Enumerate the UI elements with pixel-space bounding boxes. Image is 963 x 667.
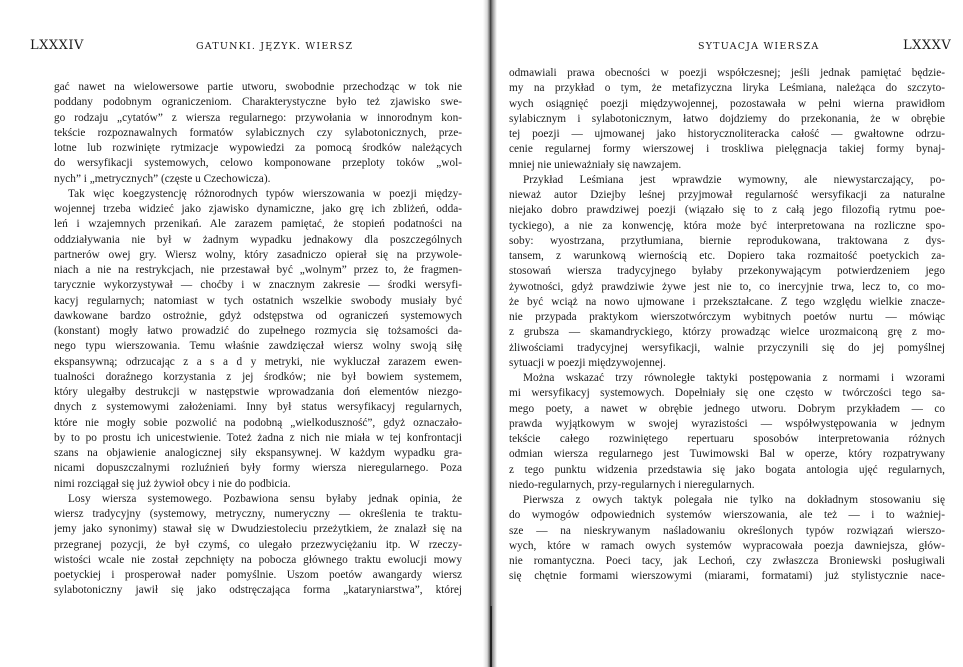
text-line: który ulegałby destrukcji w następstwie wprowadzania doń elementów niezgo-: [54, 386, 462, 398]
text-line: tej poezji — ujmowanej jako historycznoliteracka całość — gwałtowne odrzu-: [509, 128, 945, 140]
text-line: tualności doraźnego korzystania z jej środków; nie był bowiem systemem,: [54, 370, 462, 383]
text-line: mniej nie unieważniały się nawzajem.: [509, 158, 682, 171]
text-line: dnych z systemowymi założeniami. Inny był status wersyfikacyj regularnych,: [54, 401, 462, 414]
text-line: Przykład Leśmiana jest wprawdzie wymowny, ale niewystarczający, po-: [523, 173, 945, 186]
text-line: sylabicznym i sylabotonicznym, łatwo dojdziemy do przekonania, że w obrębie: [509, 112, 945, 125]
text-line: poddany podobnym ograniczeniom. Charakterystyczne było też zjawisko swe-: [54, 96, 462, 109]
text-line: niedo-regularnych, przy-regularnych i nieregularnych.: [509, 478, 755, 491]
text-line: gać nawet na wielowersowe partie utworu, swobodnie przechodząc w tok nie: [54, 81, 462, 93]
text-line: my na przykład o tym, że metafizyczna liryka Leśmiana, należąca do szczyto-: [509, 82, 945, 95]
text-line: mi wersyfikacyj systemowych. Dopełniały się one często w twórczości tego sa-: [509, 387, 945, 400]
text-line: szans na objawienie analogicznej siły ekspansywnej. W każdym wypadku gra-: [54, 447, 462, 459]
page-number: LXXXIV: [30, 38, 84, 53]
text-line: Tak więc koegzystencję różnorodnych typów wierszowania w poezji między-: [68, 187, 462, 200]
text-line: sylabotoniczny jawił się jako odstręczająca forma „kataryniarstwa”, której: [54, 584, 462, 597]
text-line: Można wskazać trzy równoległe taktyki postępowania z normami i wzorami: [523, 372, 945, 384]
text-line: wojennej trzeba widzieć jako zjawisko dynamiczne, jako grę ich zbliżeń, odda-: [54, 203, 462, 215]
text-line: z tego punktu widzenia przedstawia się jako bogata antologia ujęć regularnych,: [509, 463, 945, 476]
text-line: wistości wcale nie został zepchnięty na pobocza głównego traktu ewolucji mowy: [54, 553, 462, 566]
text-line: lotne lub rozwinięte rytmizacje wypowiedzi za pomocą środków należących: [54, 142, 462, 154]
text-line: prawda wyjątkowym w swojej wyrazistości — współwystępowania w jednym: [509, 417, 945, 430]
text-line: nicami dopuszczalnymi rozluźnień były formy wiersza nieregularnego. Poza: [54, 462, 462, 475]
right-page: [497, 0, 963, 667]
text-line: cenie regularnej formy wierszowej i troskliwa pielęgnacja takiej formy bynaj-: [509, 143, 945, 156]
text-line: (konstant) mogły łatwo prowadzić do zupełnego rozmycia się tożsamości da-: [54, 325, 462, 337]
text-line: partnerów owej gry. Wiersz wolny, który zasadniczo opierał się na przywole-: [54, 248, 462, 261]
text-line: żywotności, gdyż prawdziwie żywe jest nie to, co inercyjnie trwa, lecz to, co mo-: [509, 280, 945, 293]
text-line: Losy wiersza systemowego. Pozbawiona sensu byłaby jednak opinia, że: [68, 492, 462, 505]
text-line: tekście rozpoznawalnych formatów sylabicznych czy sylabotonicznych, prze-: [54, 126, 462, 139]
text-line: nimi rozciągał się już żywioł obcy i nie do podbicia.: [54, 477, 291, 490]
text-line: ekspansywną; odrzucając z a s a d y metryki, nie wykluczał zarazem ewen-: [54, 355, 462, 368]
text-line: tyckiego), a nie za konwencję, która może być interpretowana na rozliczne spo-: [509, 219, 945, 232]
text-line: niach a nie na restrykcjach, nie przestawał być „wolnym” przez to, że fragmen-: [54, 264, 462, 276]
text-line: sze — na nieskrywanym naśladowaniu określonych typów rozwiązań wierszo-: [509, 524, 945, 537]
text-line: leń i wzajemnych przenikań. Ale zarazem pamiętać, że stopień podatności na: [54, 218, 462, 231]
text-line: nie romantyczna. Poeci tacy, jak Lechoń, czy zwłaszcza Broniewski posługiwali: [509, 555, 945, 567]
gutter-scan-mark: [490, 606, 492, 667]
text-line: stosowań wiersza tradycyjnego byłaby przekonywającym potwierdzeniem jego: [509, 265, 945, 278]
text-line: przegranej pozycji, że był czymś, co ulegało przezwyciężaniu itp. W rzeczy-: [54, 538, 462, 551]
text-line: nie przypada praktykom wierszotwórczym wybitnych poetów nurtu — mówiąc: [509, 311, 945, 323]
text-line: odmawiali prawa obecności w poezji współczesnej; jeśli jednak pamiętać będzie-: [509, 67, 945, 79]
text-line: dawkowane bardzo ostrożnie, gdyż odstępstwa od ograniczeń systemowych: [54, 309, 462, 322]
text-line: nego typu wierszowania. Temu właśnie zawdzięczał wiersz wolny swoją siłę: [54, 340, 462, 353]
text-line: kacyj regularnych; natomiast w tych ostatnich wszelkie swobody musiały być: [54, 294, 462, 307]
text-line: nych” i „metrycznych” (częste u Czechowicza).: [54, 172, 271, 185]
text-line: wiersz tradycyjny (systemowy, metryczny, numeryczny — określenia te traktu-: [54, 508, 462, 520]
text-line: z grubsza — skamandryckiego, którzy prowadząc wielce urozmaiconą grę z mo-: [509, 326, 945, 339]
text-line: mego poety, a nawet w obrębie jednego utworu. Dobrym przykładem — co: [509, 402, 945, 415]
text-line: sytuacji w poezji międzywojennej.: [509, 356, 666, 369]
text-line: Pierwsza z owych taktyk polegała nie tylko na dokładnym stosowaniu się: [523, 494, 945, 506]
text-line: niejako dobro prawdziwej poezji (wiązało się to z całą jego filozofią rytmu poe-: [509, 204, 945, 217]
text-line: soby: wyostrzana, przytłumiana, biernie reprodukowana, traktowana z dys-: [509, 234, 945, 247]
text-line: wych, które w ramach owych systemów wypracowała poezja dawniejsza, głów-: [509, 539, 945, 552]
running-title: SYTUACJA WIERSZA: [698, 41, 820, 52]
text-line: do wersyfikacji systemowych, celowo komponowane przeploty toków „wol-: [54, 157, 462, 170]
running-title: GATUNKI. JĘZYK. WIERSZ: [196, 41, 354, 52]
text-line: poetyckiej i prosperował nader pomyślnie. Uszom poetów awangardy wiersz: [54, 569, 462, 581]
text-line: odmian wiersza regularnego jest Tuwimowski Bal w operze, który rozpatrywany: [509, 448, 945, 461]
text-line: nieważ autor Dziejby leśnej przyjmował regularność wersyfikacji za naturalne: [509, 189, 945, 201]
book-gutter: [483, 0, 497, 667]
right-page-body-text: [509, 66, 945, 585]
text-line: się chętnie formami wierszowymi (miarami, formatami) już stylistycznie nace-: [509, 570, 945, 583]
text-line: go rodzaju „cytatów” z wiersza regularnego: przywołania w innorodnym kon-: [54, 111, 462, 124]
text-line: do wymogów odpowiednich systemów wierszowania, ale też — i to ważniej-: [509, 509, 945, 522]
text-line: tansem, z warunkową wiernością etc. Dopiero taka rozmaitość poetyckich za-: [509, 250, 945, 262]
text-line: tarycznie wykorzystywał — choćby i w znacznym zakresie — środki wersyfi-: [54, 279, 462, 292]
left-page-body-text: [54, 80, 462, 599]
text-line: które nie mogły sobie pozwolić na podobną „wielkoduszność”, gdyż oznaczało-: [54, 416, 462, 429]
text-line: jemy jako synonimy) stawał się w Dwudziestoleciu przeżytkiem, że znalazł się na: [54, 523, 462, 536]
text-line: oddziaływania nie był w żadnym wypadku jednakowy dla poszczególnych: [54, 233, 462, 246]
text-line: tekście całego rozwiniętego repertuaru sposobów interpretowania różnych: [509, 433, 945, 445]
text-line: wych osiągnięć poezji międzywojennej, pozostawała w pełni wierna prawidłom: [509, 97, 945, 110]
text-line: by to po prostu ich unicestwienie. Toteż żadna z nich nie miała w tej konfrontacji: [54, 431, 462, 444]
text-line: żliwościami tradycyjnej wersyfikacji, walnie przyczynili się do jej pomyślnej: [509, 341, 945, 354]
page-number: LXXXV: [903, 38, 952, 53]
text-line: że być wciąż na nowo ujmowane i przekształcane. Z tego względu wielkie znacze-: [509, 295, 945, 308]
